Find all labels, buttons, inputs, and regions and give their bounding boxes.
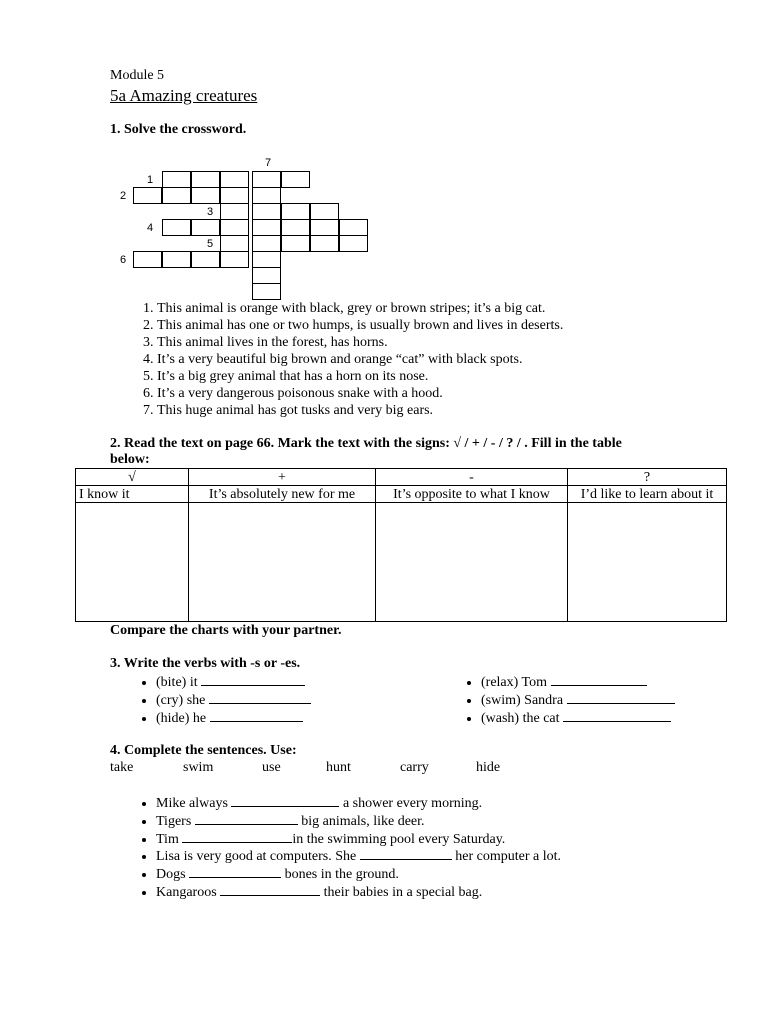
crossword-number-2: 2	[120, 190, 127, 202]
crossword-cell[interactable]	[220, 187, 249, 204]
list-item: • Mike always a shower every morning.	[156, 794, 561, 812]
clue-item: 1. This animal is orange with black, grey or brown stripes; it’s a big cat.	[157, 300, 563, 317]
module-label: Module 5	[110, 68, 165, 83]
crossword-cell[interactable]	[220, 219, 249, 236]
blank-line[interactable]	[189, 865, 281, 878]
crossword-number-1: 1	[147, 174, 154, 186]
clue-item: 4. It’s a very beautiful big brown and orange “cat” with black spots.	[157, 351, 563, 368]
crossword-cell[interactable]	[252, 251, 281, 268]
crossword-cell[interactable]	[220, 171, 249, 188]
crossword-cell[interactable]	[133, 187, 162, 204]
list-item: • (wash) the cat	[481, 709, 675, 727]
crossword-cell[interactable]	[252, 219, 281, 236]
crossword-cell[interactable]	[252, 235, 281, 252]
crossword-cell[interactable]	[191, 171, 220, 188]
answer-cell[interactable]	[189, 503, 376, 622]
sign-cell: ?	[568, 469, 727, 486]
list-item: • (cry) she	[156, 691, 311, 709]
list-item: • Lisa is very good at computers. She her computer a lot.	[156, 847, 561, 865]
crossword-cell[interactable]	[133, 251, 162, 268]
crossword-number-4: 4	[147, 222, 154, 234]
sign-cell: -	[376, 469, 568, 486]
list-item: • (relax) Tom	[481, 673, 675, 691]
crossword-cell[interactable]	[339, 235, 368, 252]
sentence-list	[110, 794, 561, 901]
crossword-cell[interactable]	[162, 187, 191, 204]
crossword-cell[interactable]	[191, 187, 220, 204]
list-item: • (hide) he	[156, 709, 311, 727]
list-item: • Dogs bones in the ground.	[156, 865, 561, 883]
crossword-cell[interactable]	[191, 251, 220, 268]
word-bank-item: swim	[183, 760, 214, 775]
crossword-cell[interactable]	[220, 251, 249, 268]
task4-heading: 4. Complete the sentences. Use:	[110, 743, 297, 758]
answer-cell[interactable]	[568, 503, 727, 622]
blank-line[interactable]	[360, 847, 452, 860]
answer-cell[interactable]	[376, 503, 568, 622]
crossword-cell[interactable]	[281, 235, 310, 252]
crossword-number-6: 6	[120, 254, 127, 266]
blank-line[interactable]	[210, 709, 303, 722]
crossword-cell[interactable]	[339, 219, 368, 236]
clue-item: 2. This animal has one or two humps, is usually brown and lives in deserts.	[157, 317, 563, 334]
task3-heading: 3. Write the verbs with -s or -es.	[110, 656, 301, 671]
verb-list-right	[435, 673, 675, 726]
page-title: 5a Amazing creatures	[110, 86, 258, 105]
column-header: It’s opposite to what I know	[376, 486, 568, 503]
word-bank-item: hide	[476, 760, 501, 775]
crossword-cell[interactable]	[310, 203, 339, 220]
blank-line[interactable]	[563, 709, 671, 722]
crossword-cell[interactable]	[281, 203, 310, 220]
crossword-cell[interactable]	[281, 171, 310, 188]
crossword-number-5: 5	[207, 238, 214, 250]
list-item: • (swim) Sandra	[481, 691, 675, 709]
blank-line[interactable]	[220, 883, 320, 896]
crossword-cell[interactable]	[220, 203, 249, 220]
crossword-cell[interactable]	[281, 219, 310, 236]
list-item: • (bite) it	[156, 673, 311, 691]
crossword-cell[interactable]	[252, 267, 281, 284]
crossword-cell[interactable]	[191, 219, 220, 236]
task1-heading: 1. Solve the crossword.	[110, 122, 247, 137]
crossword-cell[interactable]	[220, 235, 249, 252]
kwl-chart	[75, 468, 727, 622]
word-bank-item: carry	[400, 760, 429, 775]
crossword-clues	[110, 300, 563, 419]
blank-line[interactable]	[551, 673, 647, 686]
task2-heading: 2. Read the text on page 66. Mark the text with the signs: √ / + / - / ? / . Fill in the table	[110, 436, 622, 451]
sign-cell: √	[76, 469, 189, 486]
blank-line[interactable]	[567, 691, 675, 704]
word-bank-item: hunt	[326, 760, 351, 775]
verb-list-left	[110, 673, 311, 726]
clue-item: 5. It’s a big grey animal that has a horn on its nose.	[157, 368, 563, 385]
column-header: I know it	[76, 486, 189, 503]
crossword-cell[interactable]	[162, 219, 191, 236]
list-item: • Kangaroos their babies in a special bag.	[156, 883, 561, 901]
crossword-cell[interactable]	[162, 171, 191, 188]
answer-cell[interactable]	[76, 503, 189, 622]
crossword-number-7: 7	[265, 157, 272, 169]
crossword-cell[interactable]	[162, 251, 191, 268]
crossword-number-3: 3	[207, 206, 214, 218]
clue-item: 6. It’s a very dangerous poisonous snake with a hood.	[157, 385, 563, 402]
blank-line[interactable]	[201, 673, 305, 686]
crossword-cell[interactable]	[310, 219, 339, 236]
column-header: It’s absolutely new for me	[189, 486, 376, 503]
clue-item: 7. This huge animal has got tusks and very big ears.	[157, 402, 563, 419]
task2-footer: Compare the charts with your partner.	[110, 623, 342, 638]
word-bank-item: use	[262, 760, 281, 775]
crossword-cell[interactable]	[252, 203, 281, 220]
list-item: • Tigers big animals, like deer.	[156, 812, 561, 830]
blank-line[interactable]	[209, 691, 311, 704]
crossword-cell[interactable]	[252, 187, 281, 204]
blank-line[interactable]	[195, 812, 298, 825]
task2-heading-cont: below:	[110, 452, 150, 467]
sign-cell: +	[189, 469, 376, 486]
column-header: I’d like to learn about it	[568, 486, 727, 503]
list-item: • Tim in the swimming pool every Saturday.	[156, 830, 561, 848]
crossword-cell[interactable]	[252, 171, 281, 188]
clue-item: 3. This animal lives in the forest, has horns.	[157, 334, 563, 351]
crossword-cell[interactable]	[310, 235, 339, 252]
blank-line[interactable]	[231, 794, 339, 807]
crossword-cell[interactable]	[252, 283, 281, 300]
blank-line[interactable]	[182, 830, 292, 843]
word-bank-item: take	[110, 760, 134, 775]
